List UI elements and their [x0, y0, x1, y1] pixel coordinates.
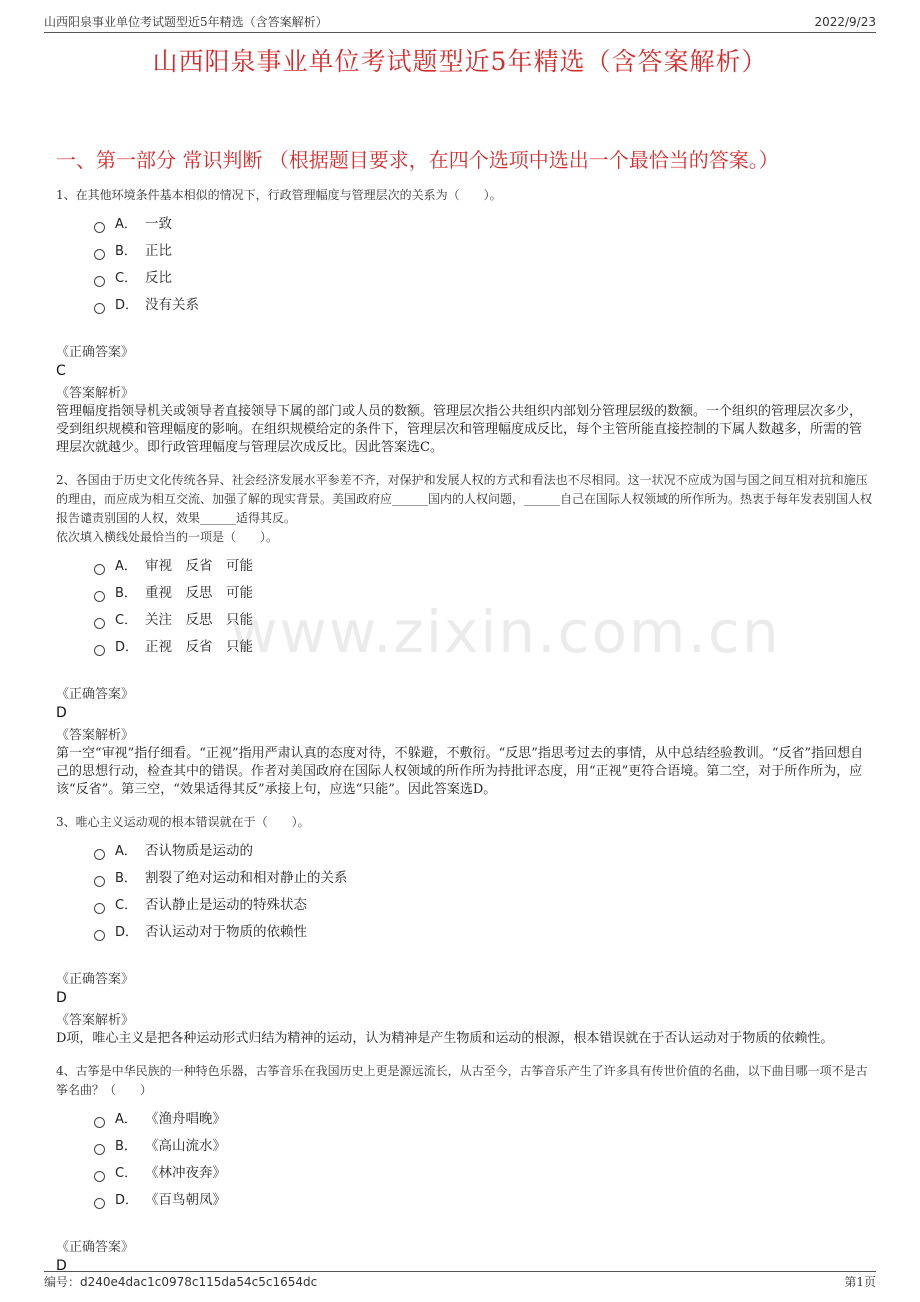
option-letter: B． [115, 586, 137, 601]
option-letter: D． [115, 298, 139, 313]
footer-page-number: 第1页 [844, 1275, 876, 1289]
option-text: 《高山流水》 [145, 1138, 226, 1154]
radio-icon[interactable] [94, 1171, 105, 1182]
option-letter: D． [115, 640, 139, 655]
answer-label: 《正确答案》 [56, 345, 135, 360]
option-text: 割裂了绝对运动和相对静止的关系 [145, 870, 348, 886]
watermark: www.zixin.com.cn [230, 598, 781, 666]
option-text: 《林冲夜奔》 [145, 1165, 226, 1181]
radio-icon[interactable] [94, 1198, 105, 1209]
option-letter: C． [115, 1166, 138, 1181]
option-text: 重视 反思 可能 [145, 585, 253, 601]
option-text: 正比 [145, 243, 172, 259]
option-a[interactable] [94, 1106, 872, 1133]
radio-icon[interactable] [94, 645, 105, 656]
radio-icon[interactable] [94, 903, 105, 914]
radio-icon[interactable] [94, 1117, 105, 1128]
answer-label: 《正确答案》 [56, 972, 135, 987]
option-letter: D． [115, 1193, 139, 1208]
option-text: 反比 [145, 270, 172, 286]
option-list [94, 211, 872, 319]
option-d[interactable] [94, 292, 872, 319]
option-letter: D． [115, 925, 139, 940]
page-header [44, 12, 876, 33]
option-a[interactable] [94, 553, 872, 580]
explanation-label: 《答案解析》 [56, 1013, 135, 1028]
option-letter: A． [115, 1112, 137, 1127]
question-stem: 2、各国由于历史文化传统各异、社会经济发展水平参差不齐，对保护和发展人权的方式和看法也不尽相同。这一状况不应成为国与国之间互相对抗和施压的理由，而应成为相互交流、加强了解的现实背景。美国政府应______国内的人权问题，______自己在国际人权领域的所作所为。热衷于每年发表别国人权报告谴责别国的人权，效果______适得其反。 [56, 473, 873, 525]
option-c[interactable] [94, 607, 872, 634]
option-text: 否认物质是运动的 [145, 843, 253, 859]
explanation-label: 《答案解析》 [56, 728, 135, 743]
option-b[interactable] [94, 580, 872, 607]
option-b[interactable] [94, 238, 872, 265]
answer-value: D [56, 990, 67, 1006]
question-instruction: 依次填入横线处最恰当的一项是（ ）。 [56, 530, 279, 544]
option-text: 否认运动对于物质的依赖性 [145, 924, 307, 940]
radio-icon[interactable] [94, 591, 105, 602]
option-text: 否认静止是运动的特殊状态 [145, 897, 307, 913]
option-letter: C． [115, 898, 138, 913]
option-d[interactable] [94, 919, 872, 946]
question-2 [56, 471, 872, 799]
option-text: 《百鸟朝凤》 [145, 1192, 226, 1208]
question-1 [56, 186, 872, 457]
option-list [94, 553, 872, 661]
footer-code-label: 编号： [44, 1275, 81, 1289]
option-letter: A． [115, 217, 137, 232]
radio-icon[interactable] [94, 249, 105, 260]
radio-icon[interactable] [94, 564, 105, 575]
option-letter: B． [115, 871, 137, 886]
answer-value: D [56, 705, 67, 721]
explanation-text: 管理幅度指领导机关或领导者直接领导下属的部门或人员的数额。管理层次指公共组织内部划分管理层级的数额。一个组织的管理层次多少，受到组织规模和管理幅度的影响。在组织规模给定的条件下，管理层次和管理幅度成反比，每个主管所能直接控制的下属人数越多，所需的管理层次就越少。即行政管理幅度与管理层次成反比。因此答案选C。 [56, 404, 863, 455]
document-title: 山西阳泉事业单位考试题型近5年精选（含答案解析） [152, 47, 768, 76]
footer-code-value: d240e4dac1c0978c115da54c5c1654dc [80, 1275, 318, 1289]
option-list [94, 1106, 872, 1214]
question-4 [56, 1062, 872, 1275]
option-text: 没有关系 [145, 297, 199, 313]
radio-icon[interactable] [94, 930, 105, 941]
radio-icon[interactable] [94, 876, 105, 887]
question-stem: 3、唯心主义运动观的根本错误就在于（ ）。 [56, 815, 310, 829]
page-footer [44, 1271, 876, 1292]
option-list [94, 838, 872, 946]
option-letter: B． [115, 1139, 137, 1154]
option-b[interactable] [94, 1133, 872, 1160]
explanation-text: D项，唯心主义是把各种运动形式归结为精神的运动，认为精神是产生物质和运动的根源，根本错误就在于否认运动对于物质的依赖性。 [56, 1031, 834, 1046]
option-letter: B． [115, 244, 137, 259]
option-letter: A． [115, 559, 137, 574]
answer-label: 《正确答案》 [56, 1240, 135, 1255]
question-stem: 1、在其他环境条件基本相似的情况下，行政管理幅度与管理层次的关系为（ ）。 [56, 188, 502, 202]
radio-icon[interactable] [94, 303, 105, 314]
option-d[interactable] [94, 634, 872, 661]
option-b[interactable] [94, 865, 872, 892]
option-letter: A． [115, 844, 137, 859]
header-date: 2022/9/23 [814, 15, 876, 29]
option-a[interactable] [94, 838, 872, 865]
option-text: 审视 反省 可能 [145, 558, 253, 574]
question-3 [56, 813, 872, 1048]
explanation-text: 第一空“审视”指仔细看。“正视”指用严肃认真的态度对待，不躲避，不敷衍。“反思”指思考过去的事情，从中总结经验教训。“反省”指回想自己的思想行动，检查其中的错误。作者对美国政府在国际人权领域的所作所为持批评态度，用“正视”更符合语境。第二空，对于所作所为，应该“反省”。第三空，“效果适得其反”承接上句，应选“只能”。因此答案选D。 [56, 746, 864, 797]
header-doc-title: 山西阳泉事业单位考试题型近5年精选（含答案解析） [44, 15, 328, 29]
radio-icon[interactable] [94, 276, 105, 287]
radio-icon[interactable] [94, 1144, 105, 1155]
option-text: 正视 反省 只能 [145, 639, 253, 655]
questions-container [56, 186, 872, 1289]
option-c[interactable] [94, 265, 872, 292]
option-letter: C． [115, 271, 138, 286]
radio-icon[interactable] [94, 222, 105, 233]
radio-icon[interactable] [94, 618, 105, 629]
option-text: 关注 反思 只能 [145, 612, 253, 628]
option-text: 一致 [145, 216, 172, 232]
answer-value: D [56, 1258, 67, 1274]
explanation-label: 《答案解析》 [56, 386, 135, 401]
section-heading: 一、第一部分 常识判断 （根据题目要求，在四个选项中选出一个最恰当的答案。） [56, 148, 779, 172]
question-stem: 4、古筝是中华民族的一种特色乐器，古筝音乐在我国历史上更是源远流长，从古至今，古筝音乐产生了许多具有传世价值的名曲，以下曲目哪一项不是古筝名曲？（ ） [56, 1064, 868, 1097]
option-d[interactable] [94, 1187, 872, 1214]
option-c[interactable] [94, 892, 872, 919]
option-text: 《渔舟唱晚》 [145, 1111, 226, 1127]
answer-value: C [56, 363, 66, 379]
answer-label: 《正确答案》 [56, 687, 135, 702]
footer-doc-code [44, 1272, 317, 1292]
option-a[interactable] [94, 211, 872, 238]
option-c[interactable] [94, 1160, 872, 1187]
option-letter: C． [115, 613, 138, 628]
radio-icon[interactable] [94, 849, 105, 860]
